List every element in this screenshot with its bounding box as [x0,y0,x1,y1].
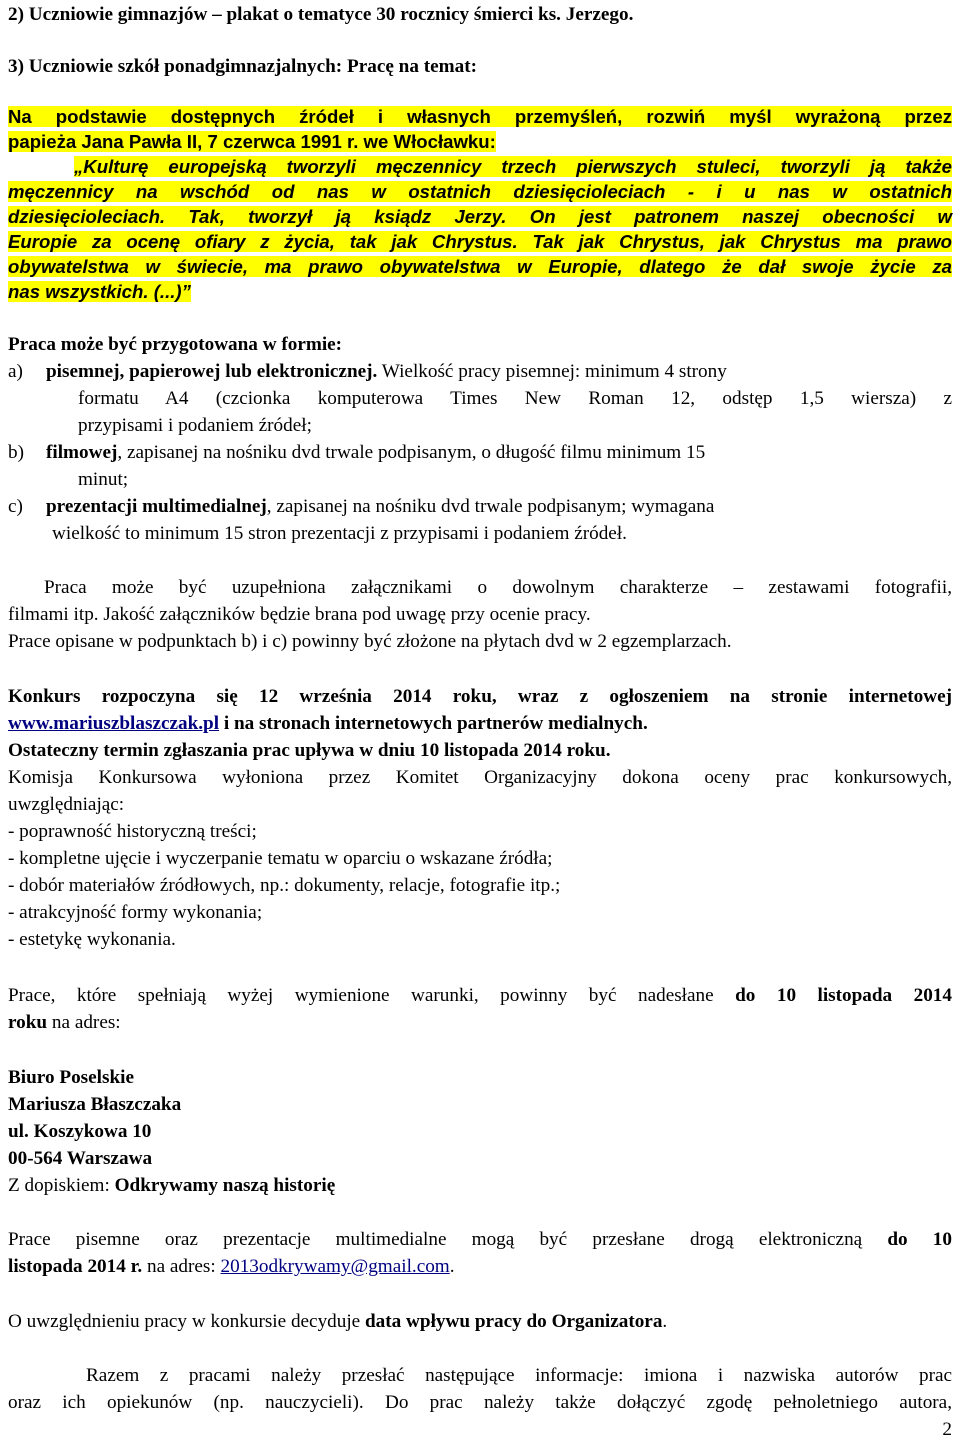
form-c-line-2: wielkość to minimum 15 stron prezentacji z przypisami i podaniem źródeł. [52,523,627,544]
form-a-line-2: formatu A4 (czcionka komputerowa Times New Roman 12, odstęp 1,5 wiersza) z [78,388,952,409]
submission-line-2: roku na adres: [8,1012,121,1033]
electronic-submission [8,1226,952,1280]
topic-line-7: obywatelstwa w świecie, ma prawo obywatelstwa w Europie, dlatego że dał swoje życie za [8,256,952,277]
form-a: a) pisemnej, papierowej lub elektronicznej. Wielkość pracy pisemnej: minimum 4 strony [8,361,727,382]
criteria-item: - estetykę wykonania. [8,929,176,950]
postal-address [8,1064,952,1199]
submission-line-1: Prace, które spełniają wyżej wymienione warunki, powinny być nadesłane do 10 listopada 2014 [8,985,952,1006]
attachments-line-2: filmami itp. Jakość załączników będzie brana pod uwagę przy ocenie pracy. [8,604,591,625]
required-info [8,1362,952,1416]
address-line-3: ul. Koszykowa 10 [8,1121,152,1142]
info-line-1: Razem z pracami należy przesłać następujące informacje: imiona i nazwiska autorów prac [86,1365,952,1386]
contest-start-line-2: i na stronach internetowych partnerów medialnych. [219,713,648,734]
work-forms [8,331,952,547]
deadline: Ostateczny termin zgłaszania prac upływa w dniu 10 listopada 2014 roku. [8,740,611,761]
contest-start-line-1: Konkurs rozpoczyna się 12 września 2014 roku, wraz z ogłoszeniem na stronie internetowej [8,686,952,707]
contest-info [8,683,952,953]
form-a-line-3: przypisami i podaniem źródeł; [78,415,312,436]
decision-note: O uwzględnieniu pracy w konkursie decyduje data wpływu pracy do Organizatora. [8,1311,668,1332]
address-line-2: Mariusza Błaszczaka [8,1094,182,1115]
item-3: 3) Uczniowie szkół ponadgimnazjalnych: Pracę na temat: [8,56,477,77]
topic-line-3: „Kulturę europejską tworzyli męczennicy trzech pierwszych stuleci, tworzyli ją także [74,156,952,177]
topic-line-8: nas wszystkich. (...)” [8,281,191,302]
submission-info [8,982,952,1036]
topic-line-6: Europie za ocenę ofiary z życia, tak jak Chrystus. Tak jak Chrystus, jak Chrystus ma prawo [8,231,952,252]
address-note: Z dopiskiem: Odkrywamy naszą historię [8,1175,336,1196]
criteria-item: - dobór materiałów źródłowych, np.: dokumenty, relacje, fotografie itp.; [8,875,561,896]
attachments-line-1: Praca może być uzupełniona załącznikami o dowolnym charakterze – zestawami fotografii, [44,577,952,598]
email-link[interactable]: 2013odkrywamy@gmail.com [220,1256,450,1277]
address-line-4: 00-564 Warszawa [8,1148,153,1169]
item-2: 2) Uczniowie gimnazjów – plakat o tematyce 30 rocznicy śmierci ks. Jerzego. [8,4,634,25]
info-line-2: oraz ich opiekunów (np. nauczycieli). Do prac należy także dołączyć zgodę pełnoletniego autora, [8,1392,952,1413]
form-c: c) prezentacji multimedialnej, zapisanej na nośniku dvd trwale podpisanym; wymagana [8,496,715,517]
essay-topic [8,104,952,304]
topic-line-1: Na podstawie dostępnych źródeł i własnych przemyśleń, rozwiń myśl wyrażoną przez [8,106,952,127]
criteria-item: - atrakcyjność formy wykonania; [8,902,263,923]
criteria-item: - kompletne ujęcie i wyczerpanie tematu w oparciu o wskazane źródła; [8,848,553,869]
forms-heading: Praca może być przygotowana w formie: [8,334,343,355]
website-link[interactable]: www.mariuszblaszczak.pl [8,713,220,734]
attachments [8,574,952,655]
committee-line-2: uwzględniając: [8,794,125,815]
address-line-1: Biuro Poselskie [8,1067,134,1088]
electronic-line-1: Prace pisemne oraz prezentacje multimedialne mogą być przesłane drogą elektroniczną do 10 [8,1229,952,1250]
topic-line-5: dziesięcioleciach. Tak, tworzył ją ksiądz Jerzy. On jest patronem naszej obecności w [8,206,952,227]
criteria-item: - poprawność historyczną treści; [8,821,257,842]
attachments-line-3: Prace opisane w podpunktach b) i c) powinny być złożone na płytach dvd w 2 egzemplarzach. [8,631,732,652]
topic-line-4: męczennicy na wschód od nas w ostatnich dziesięcioleciach - i u nas w ostatnich [8,181,952,202]
committee-line-1: Komisja Konkursowa wyłoniona przez Komitet Organizacyjny dokona oceny prac konkursowych, [8,767,952,788]
form-b-line-2: minut; [78,469,129,490]
items-block [8,1,952,80]
page-number: 2 [942,1419,952,1440]
electronic-line-2: listopada 2014 r. na adres: 2013odkrywamy@gmail.com. [8,1256,455,1277]
topic-line-2: papieża Jana Pawła II, 7 czerwca 1991 r. we Włocławku: [8,131,496,152]
form-b: b) filmowej, zapisanej na nośniku dvd trwale podpisanym, o długość filmu minimum 15 [8,442,706,463]
